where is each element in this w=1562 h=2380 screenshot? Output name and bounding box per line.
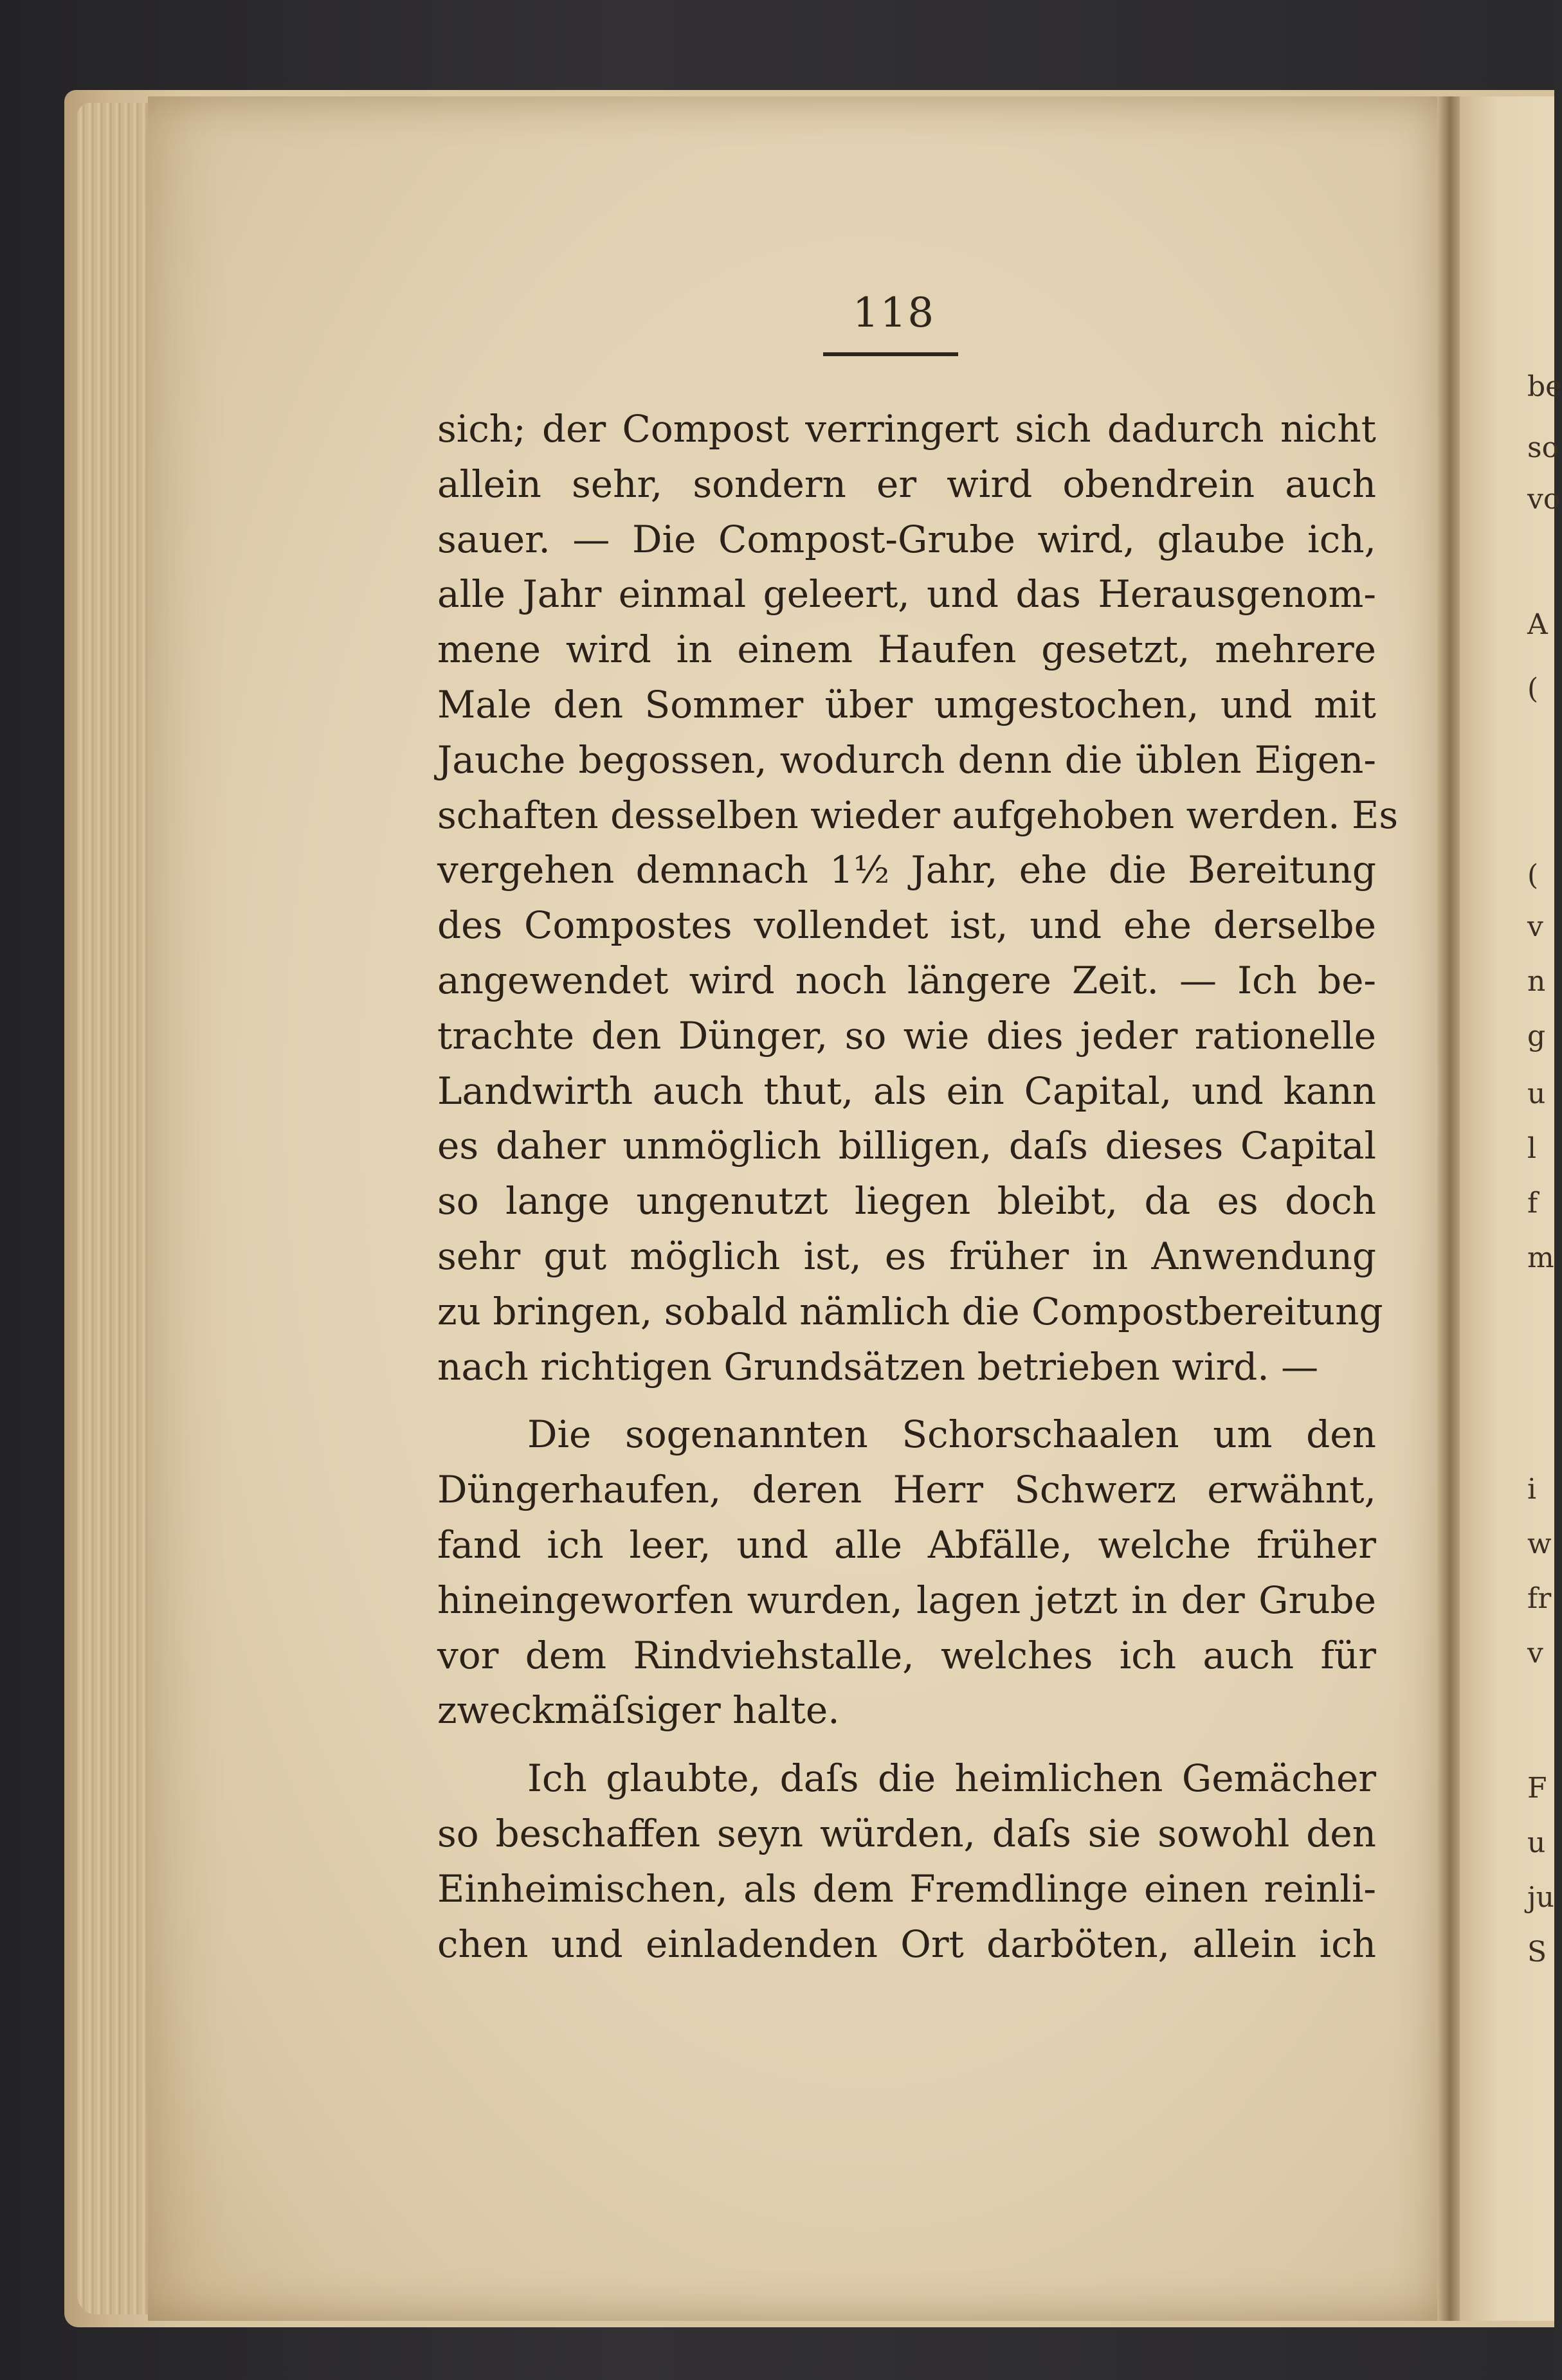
- fragment: f: [1527, 1187, 1538, 1220]
- fragment: S: [1527, 1936, 1547, 1969]
- fragment: fr: [1527, 1582, 1552, 1615]
- fragment: v: [1527, 1637, 1543, 1670]
- text-line: Einheimischen, als dem Fremdlinge einen reinli-: [437, 1866, 1376, 1911]
- page-number: 118: [852, 289, 936, 337]
- text-line: vergehen demnach 1½ Jahr, ehe die Bereitung: [437, 848, 1376, 892]
- fragment: F: [1527, 1772, 1547, 1805]
- paragraph: [437, 1751, 1376, 1972]
- text-line: allein sehr, sondern er wird obendrein auch: [437, 462, 1376, 506]
- page-edges: [77, 103, 154, 2314]
- text-line: sich; der Compost verringert sich dadurch nicht: [437, 407, 1376, 451]
- paragraph: [437, 1407, 1376, 1738]
- book-gutter: [1437, 96, 1463, 2321]
- text-line: alle Jahr einmal geleert, und das Herausgenom-: [437, 572, 1376, 617]
- fragment: w: [1527, 1528, 1552, 1560]
- right-page-edge: [1460, 96, 1554, 2321]
- fragment: m: [1527, 1241, 1554, 1274]
- text-line: sauer. — Die Compost-Grube wird, glaube ich,: [437, 517, 1376, 561]
- text-line: Düngerhaufen, deren Herr Schwerz erwähnt,: [437, 1468, 1376, 1512]
- text-line: Landwirth auch thut, als ein Capital, und kann: [437, 1068, 1376, 1113]
- text-line: fand ich leer, und alle Abfälle, welche früher: [437, 1522, 1376, 1567]
- fragment: vo: [1527, 483, 1561, 516]
- fragment: u: [1527, 1826, 1546, 1859]
- paragraph: [437, 402, 1399, 1394]
- text-line: mene wird in einem Haufen gesetzt, mehrere: [437, 627, 1376, 672]
- paragraph-gap: [437, 1394, 1376, 1407]
- text-line: es daher unmöglich billigen, daſs dieses Capital: [437, 1124, 1376, 1168]
- fragment: u: [1527, 1077, 1546, 1110]
- text-line: zweckmäſsiger halte.: [437, 1688, 840, 1733]
- fragment: (: [1527, 672, 1539, 705]
- fragment: v: [1527, 910, 1543, 943]
- text-line: sehr gut möglich ist, es früher in Anwendung: [437, 1234, 1376, 1278]
- fragment: so: [1527, 431, 1559, 464]
- paragraph-gap: [437, 1738, 1376, 1751]
- fragment: l: [1527, 1132, 1537, 1165]
- fragment: g: [1527, 1020, 1546, 1052]
- fragment: be: [1527, 370, 1562, 403]
- text-line: angewendet wird noch längere Zeit. — Ich be-: [437, 958, 1376, 1002]
- text-line: hineingeworfen wurden, lagen jetzt in der Grube: [437, 1578, 1376, 1622]
- text-line: Ich glaubte, daſs die heimlichen Gemächer: [527, 1756, 1376, 1801]
- text-line: chen und einladenden Ort darböten, allein ich: [437, 1922, 1376, 1966]
- text-line: des Compostes vollendet ist, und ehe derselbe: [437, 903, 1376, 948]
- text-line: Male den Sommer über umgestochen, und mit: [437, 682, 1376, 726]
- text-line: so beschaffen seyn würden, daſs sie sowohl den: [437, 1811, 1376, 1855]
- text-line: Jauche begossen, wodurch denn die üblen Eigen-: [437, 737, 1376, 782]
- fragment: ju: [1527, 1881, 1554, 1914]
- text-line: nach richtigen Grundsätzen betrieben wird. —: [437, 1344, 1319, 1389]
- text-line: zu bringen, sobald nämlich die Compostbereitung: [437, 1289, 1383, 1333]
- text-line: schaften desselben wieder aufgehoben werden. Es: [437, 793, 1399, 837]
- fragment: n: [1527, 965, 1546, 998]
- text-line: trachte den Dünger, so wie dies jeder rationelle: [437, 1013, 1376, 1058]
- page-number-rule: [823, 352, 958, 356]
- fragment: A: [1527, 608, 1548, 641]
- fragment: i: [1527, 1473, 1537, 1506]
- text-line: so lange ungenutzt liegen bleibt, da es doch: [437, 1179, 1376, 1223]
- fragment: (: [1527, 859, 1539, 892]
- text-line: Die sogenannten Schorschaalen um den: [527, 1412, 1376, 1457]
- body-text: [437, 402, 1399, 1972]
- text-line: vor dem Rindviehstalle, welches ich auch für: [437, 1633, 1376, 1677]
